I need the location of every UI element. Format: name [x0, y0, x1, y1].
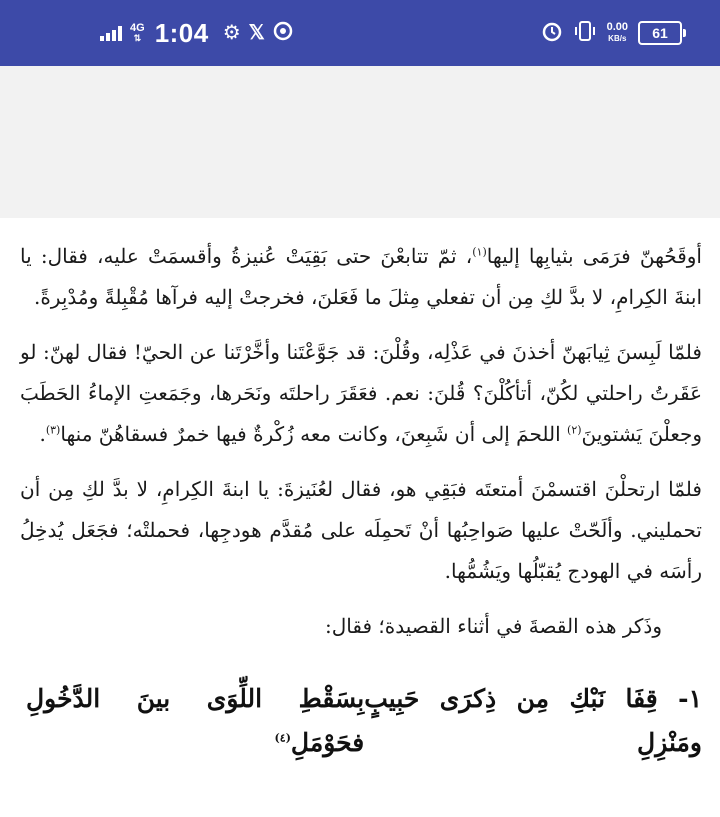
footnote-marker[interactable]: (٢) — [567, 423, 582, 437]
vibrate-icon — [573, 20, 597, 47]
paragraph-text: فلمّا لَبِسنَ ثِيابَهنّ أخذنَ في عَذْلِه، وقُلْنَ: قد جَوَّعْتَنا وأخَّرْتَنا عن الحيّ! فقال لهنّ: لو عَقَرتُ راحلتي لكُنّ، أتأكُلْنَ؟ قُلنَ: نعم. فعَقَرَ راحلتَه ونَحَرها، وجَمَعتِ الإماءُ الحَطَبَ وجعلْنَ يَشتوينَ — [20, 340, 702, 446]
paragraph-3 — [20, 469, 702, 592]
paragraph-text: فلمّا ارتحلْنَ اقتسمْنَ أمتعتَه فبَقِي هو، فقال لعُنَيزةَ: يا ابنةَ الكِرامِ، لا بدَّ لكِ مِن أن تحمليني. وألَحّتْ عليها صَواحِبُها أنْ تَحمِلَه على مُقدَّم هودجِها، فحملتْه؛ فجَعَل يُدخِلُ رأسَه في الهودج يُقبّلُها ويَشُمُّها. — [20, 477, 702, 583]
verse-second-hemistich — [26, 677, 364, 765]
reader-toolbar[interactable] — [0, 66, 720, 218]
paragraph-text: ، ثمّ تتابعْنَ حتى بَقِيَتْ عُنيزةُ وأقسمَتْ عليه، فقال: يا ابنةَ الكِرامِ، لا بدَّ لكِ مِن أن تفعلي مِثلَ ما فَعَلنَ، فخرجتْ إليه فرآها مُقْبِلةً ومُدْبِرةً. — [20, 244, 702, 309]
footnote-marker[interactable]: (١) — [472, 245, 487, 259]
footnote-marker[interactable]: (٣) — [45, 423, 61, 437]
battery-indicator: 61 — [638, 21, 682, 45]
network-type: 4G ⇅ — [130, 22, 145, 43]
paragraph-2 — [20, 332, 702, 455]
poem-verse — [20, 677, 702, 765]
verse-number: ١- — [678, 684, 702, 713]
status-bar-right — [541, 0, 682, 66]
paragraph-text: . — [39, 422, 46, 446]
gear-icon: ⚙ — [222, 22, 241, 44]
status-bar-left — [100, 0, 293, 66]
network-speed: 0.00 KB/s — [606, 21, 628, 43]
book-content — [20, 236, 702, 765]
intro-line: وذَكر هذه القصةَ في أثناء القصيدة؛ فقال: — [324, 614, 662, 638]
footnote-marker[interactable]: (٤) — [274, 731, 291, 745]
status-time: 1:04 — [154, 17, 209, 48]
paragraph-text: أوقَحُهنّ فرَمَى بثيابِها إليها — [486, 244, 702, 268]
chrome-icon — [273, 21, 293, 46]
x-icon: 𝕏 — [248, 22, 265, 44]
paragraph-text: اللحمَ إلى أن شَبِعنَ، وكانت معه زُكْرةٌ فيها خمرٌ فسقاهُنّ منها — [60, 422, 568, 446]
hemistich-text: قِفَا نَبْكِ مِن ذِكرَى حَبِيبٍ ومَنْزِلِ — [364, 684, 702, 757]
verse-first-hemistich — [364, 677, 702, 765]
paragraph-1 — [20, 236, 702, 318]
hemistich-text: بِسَقْطِ اللِّوَى بينَ الدَّخُولِ فحَوْمَلِ — [26, 684, 365, 757]
signal-icon — [100, 25, 122, 41]
status-bar — [0, 0, 720, 66]
alarm-icon — [541, 20, 563, 47]
